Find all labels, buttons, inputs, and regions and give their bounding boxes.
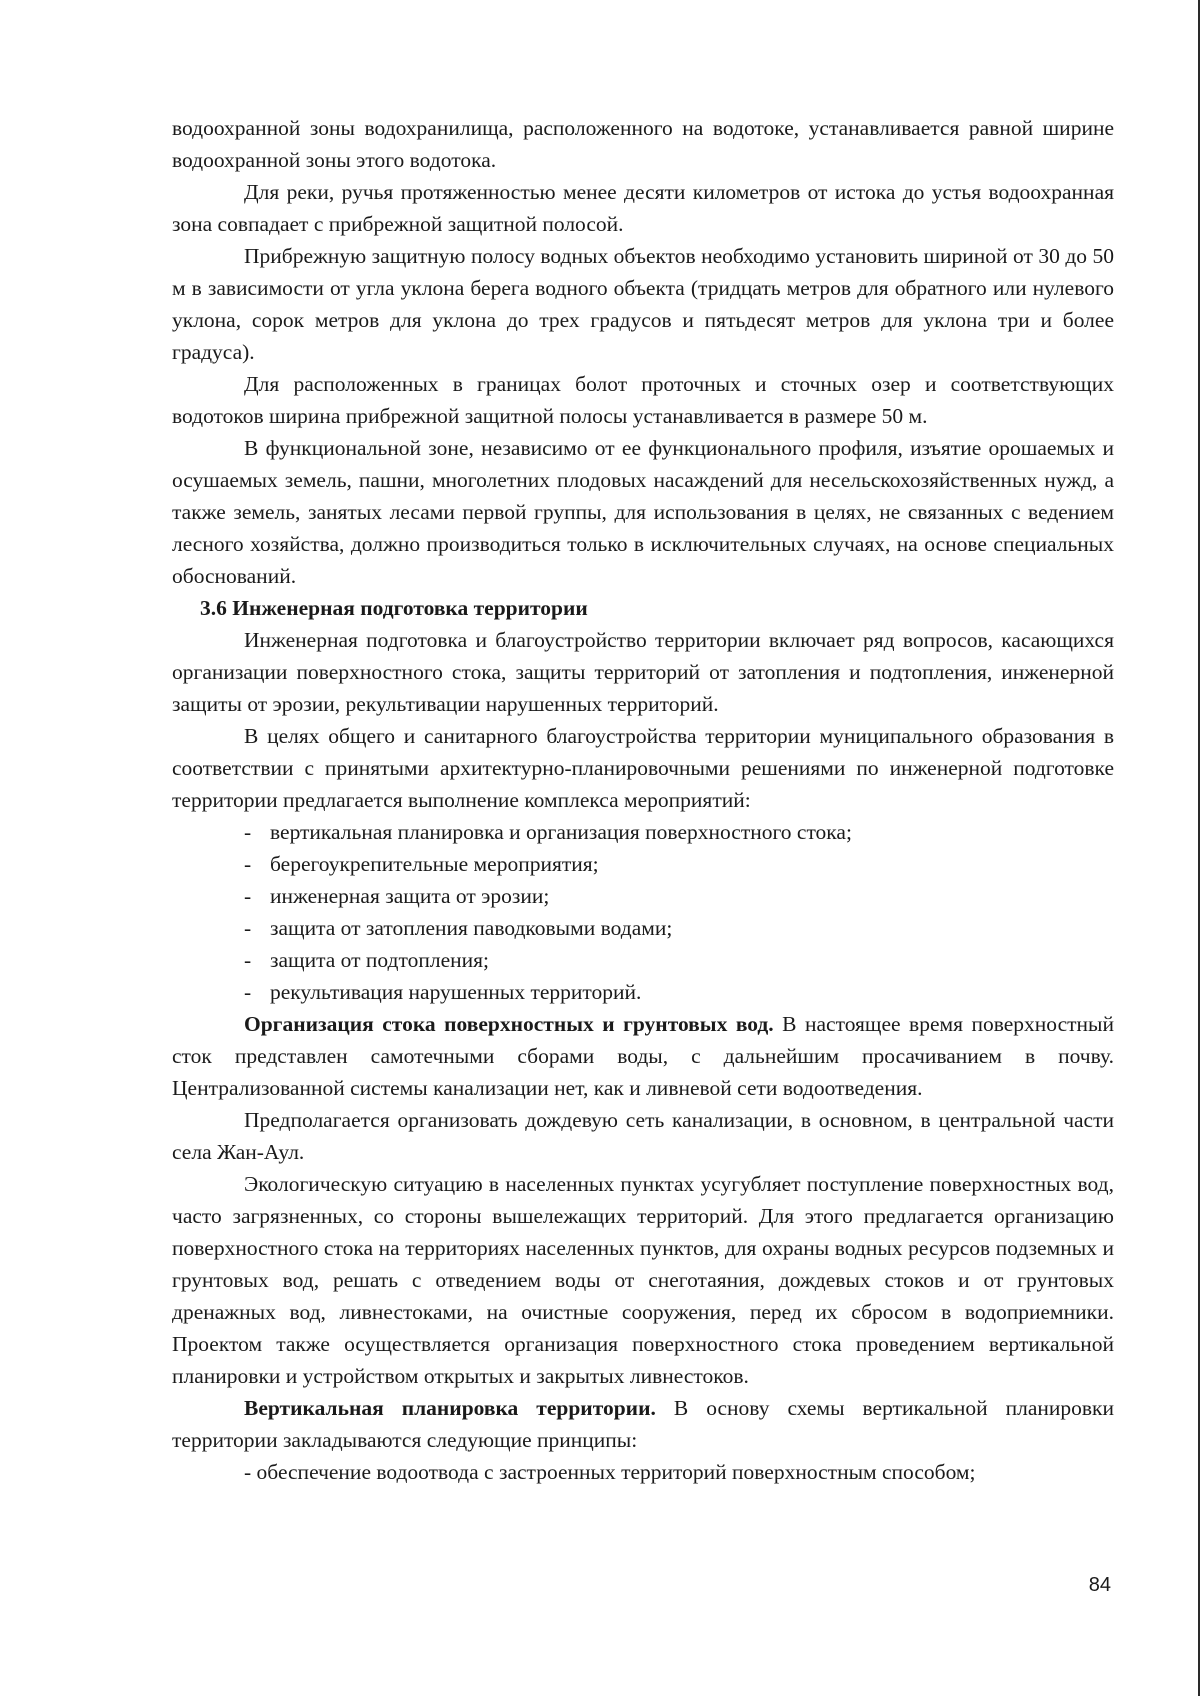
paragraph: Инженерная подготовка и благоустройство территории включает ряд вопросов, касающихся организации поверхностного стока, защиты территорий от затопления и подтопления, инженерной защиты от эрозии, рекультивации нарушенных территорий.: [172, 628, 1114, 716]
list-dash: -: [244, 820, 252, 844]
section-heading: 3.6 Инженерная подготовка территории: [200, 596, 588, 620]
vertical-lead: Вертикальная планировка территории.: [244, 1396, 656, 1420]
principle-item: - обеспечение водоотвода с застроенных территорий поверхностным способом;: [244, 1460, 976, 1484]
list-item-text: берегоукрепительные мероприятия;: [270, 852, 599, 876]
runoff-lead: Организация стока поверхностных и грунтовых вод.: [244, 1012, 774, 1036]
list-item-text: вертикальная планировка и организация поверхностного стока;: [270, 820, 852, 844]
paragraph: Прибрежную защитную полосу водных объектов необходимо установить шириной от 30 до 50 м в зависимости от угла уклона берега водного объекта (тридцать метров для обратного или нулевого уклона, сорок метров для уклона до трех градусов и пятьдесят метров для уклона три и более градуса).: [172, 244, 1114, 364]
list-item-text: рекультивация нарушенных территорий.: [270, 980, 642, 1004]
page-content: [172, 112, 1114, 1488]
list-dash: -: [244, 948, 252, 972]
paragraph: В целях общего и санитарного благоустройства территории муниципального образования в соответствии с принятыми архитектурно-планировочными решениями по инженерной подготовке территории предлагается выполнение комплекса мероприятий:: [172, 724, 1114, 812]
list-dash: -: [244, 852, 252, 876]
list-item-text: инженерная защита от эрозии;: [270, 884, 550, 908]
paragraph: Для расположенных в границах болот проточных и сточных озер и соответствующих водотоков ширина прибрежной защитной полосы устанавливается в размере 50 м.: [172, 372, 1114, 428]
list-item-text: защита от подтопления;: [270, 948, 489, 972]
list-item: [244, 976, 1114, 1008]
list-item-text: защита от затопления паводковыми водами;: [270, 916, 673, 940]
list-dash: -: [244, 980, 252, 1004]
list-dash: -: [244, 916, 252, 940]
measures-list: [172, 816, 1114, 1008]
list-item: [244, 848, 1114, 880]
paragraph: В функциональной зоне, независимо от ее функционального профиля, изъятие орошаемых и осушаемых земель, пашни, многолетних плодовых насаждений для несельскохозяйственных нужд, а также земель, занятых лесами первой группы, для использования в целях, не связанных с ведением лесного хозяйства, должно производиться только в исключительных случаях, на основе специальных обоснований.: [172, 436, 1114, 588]
vertical-text: В основу схемы вертикальной планировки территории закладываются следующие принципы:: [172, 1396, 1115, 1452]
list-item: [244, 880, 1114, 912]
list-item: [244, 944, 1114, 976]
list-dash: -: [244, 884, 252, 908]
paragraph: водоохранной зоны водохранилища, расположенного на водотоке, устанавливается равной ширине водоохранной зоны этого водотока.: [172, 116, 1114, 172]
page-number: 84: [1088, 1574, 1111, 1596]
list-item: [244, 816, 1114, 848]
runoff-text: В настоящее время поверхностный сток представлен самотечными сборами воды, с дальнейшим просачиванием в почву. Централизованной системы канализации нет, как и ливневой сети водоотведения.: [172, 1012, 1114, 1100]
paragraph: Предполагается организовать дождевую сеть канализации, в основном, в центральной части села Жан-Аул.: [172, 1108, 1114, 1164]
paragraph: Экологическую ситуацию в населенных пунктах усугубляет поступление поверхностных вод, часто загрязненных, со стороны вышележащих территорий. Для этого предлагается организацию поверхностного стока на территориях населенных пунктов, для охраны водных ресурсов подземных и грунтовых вод, решать с отведением воды от снеготаяния, дождевых стоков и от грунтовых дренажных вод, ливнестоками, на очистные сооружения, перед их сбросом в водоприемники. Проектом также осуществляется организация поверхностного стока проведением вертикальной планировки и устройством открытых и закрытых ливнестоков.: [172, 1172, 1114, 1388]
paragraph-runoff: [172, 1008, 1114, 1104]
list-item: [244, 912, 1114, 944]
paragraph-vertical: [172, 1392, 1114, 1456]
paragraph: Для реки, ручья протяженностью менее десяти километров от истока до устья водоохранная зона совпадает с прибрежной защитной полосой.: [172, 180, 1114, 236]
